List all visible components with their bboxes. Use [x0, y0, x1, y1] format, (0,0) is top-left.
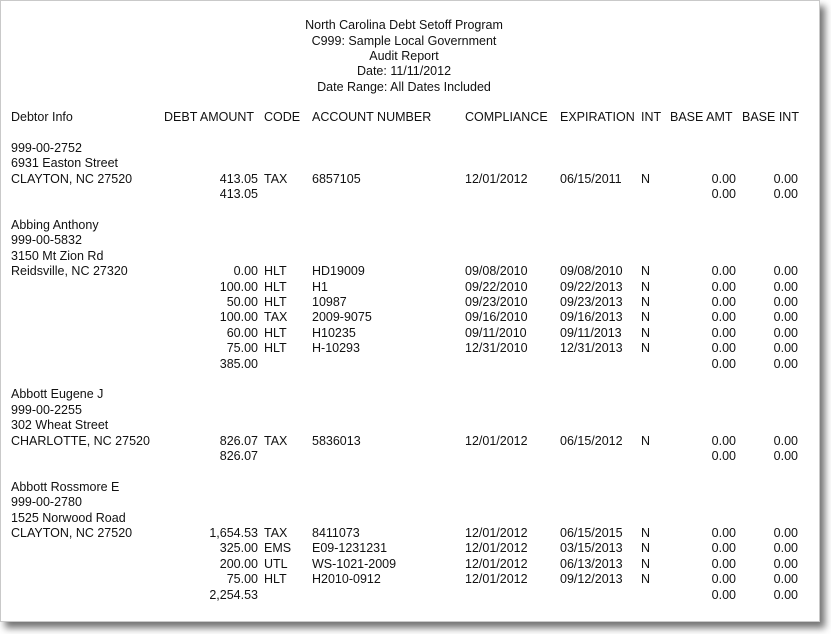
- column-header-int: INT: [641, 110, 662, 124]
- debtor-info-line: CLAYTON, NC 27520: [11, 171, 133, 186]
- debt-code: TAX: [264, 433, 288, 448]
- base-amt: 0.00: [711, 310, 736, 325]
- base-int: 0.00: [773, 572, 798, 587]
- base-int: 0.00: [773, 325, 798, 340]
- compliance-date: 12/01/2012: [465, 572, 528, 587]
- compliance-date: 09/11/2010: [465, 325, 527, 340]
- account-number: 5836013: [312, 433, 361, 448]
- expiration-date: 12/31/2013: [560, 341, 623, 356]
- column-header-account-number: ACCOUNT NUMBER: [312, 110, 432, 124]
- report-date-range: Date Range: All Dates Included: [317, 80, 491, 94]
- int-flag: N: [641, 541, 651, 556]
- debtor-info-line: CHARLOTTE, NC 27520: [11, 433, 150, 448]
- column-header-compliance: COMPLIANCE: [465, 110, 548, 124]
- compliance-date: 09/23/2010: [465, 295, 528, 309]
- int-flag: N: [641, 310, 651, 325]
- debt-code: HLT: [264, 572, 287, 587]
- debt-amount: 200.00: [219, 556, 258, 571]
- expiration-date: 09/23/2013: [560, 295, 623, 309]
- base-amt: 0.00: [711, 433, 736, 448]
- expiration-date: 06/15/2015: [560, 526, 623, 540]
- debtor-info-line: 6931 Easton Street: [11, 156, 119, 171]
- debt-amount: 1,654.53: [209, 526, 258, 540]
- expiration-date: 03/15/2013: [560, 541, 623, 556]
- expiration-date: 09/12/2013: [560, 572, 623, 587]
- debtor-total-base-amt: 0.00: [711, 187, 736, 202]
- int-flag: N: [641, 264, 651, 279]
- base-int: 0.00: [773, 341, 798, 356]
- debt-amount: 413.05: [219, 171, 258, 186]
- debtor-info-line: 999-00-2780: [11, 495, 82, 510]
- account-number: H10235: [312, 325, 356, 340]
- debt-code: HLT: [264, 279, 287, 294]
- base-amt: 0.00: [711, 541, 736, 556]
- debtor-total-amount: 826.07: [219, 449, 258, 463]
- debt-code: HLT: [264, 325, 287, 340]
- debtor-info-line: 999-00-2255: [11, 402, 82, 417]
- debt-code: TAX: [264, 171, 288, 186]
- int-flag: N: [641, 526, 651, 540]
- compliance-date: 09/16/2010: [465, 310, 528, 325]
- debtor-total-base-int: 0.00: [773, 356, 798, 371]
- debtor-total-base-amt: 0.00: [711, 587, 736, 602]
- column-header-expiration: EXPIRATION: [560, 110, 635, 124]
- debt-amount: 826.07: [219, 433, 258, 448]
- account-number: 8411073: [312, 526, 360, 540]
- base-int: 0.00: [773, 433, 798, 448]
- debtor-total-amount: 385.00: [219, 356, 258, 371]
- base-int: 0.00: [773, 295, 798, 309]
- account-number: E09-1231231: [312, 541, 388, 556]
- account-number: 10987: [312, 295, 347, 309]
- base-int: 0.00: [773, 171, 798, 186]
- debt-amount: 100.00: [219, 310, 258, 325]
- int-flag: N: [641, 171, 651, 186]
- expiration-date: 06/13/2013: [560, 556, 623, 571]
- debtor-info-line: 302 Wheat Street: [11, 418, 109, 433]
- expiration-date: 09/11/2013: [560, 325, 622, 340]
- compliance-date: 12/01/2012: [465, 556, 528, 571]
- debt-amount: 100.00: [219, 279, 258, 294]
- compliance-date: 09/22/2010: [465, 279, 528, 294]
- expiration-date: 09/22/2013: [560, 279, 623, 294]
- base-int: 0.00: [773, 541, 798, 556]
- int-flag: N: [641, 433, 651, 448]
- report-government: C999: Sample Local Government: [311, 34, 497, 48]
- debtor-info-line: Reidsville, NC 27320: [11, 264, 128, 279]
- debtor-total-base-int: 0.00: [773, 449, 798, 463]
- debtor-total-base-amt: 0.00: [711, 449, 736, 463]
- column-header-base-amt: BASE AMT: [670, 110, 733, 124]
- debt-amount: 60.00: [226, 325, 258, 340]
- base-amt: 0.00: [711, 572, 736, 587]
- report-name: Audit Report: [369, 49, 439, 63]
- debtor-total-base-int: 0.00: [773, 187, 798, 202]
- compliance-date: 12/01/2012: [465, 433, 528, 448]
- debtor-info-line: Abbott Eugene J: [11, 387, 104, 402]
- base-amt: 0.00: [711, 295, 736, 309]
- debt-amount: 50.00: [226, 295, 258, 309]
- debtor-info-line: 999-00-2752: [11, 141, 82, 155]
- int-flag: N: [641, 556, 651, 571]
- debt-amount: 0.00: [233, 264, 258, 279]
- debtor-info-line: 999-00-5832: [11, 233, 82, 248]
- expiration-date: 06/15/2012: [560, 433, 623, 448]
- int-flag: N: [641, 295, 651, 309]
- expiration-date: 09/08/2010: [560, 264, 623, 279]
- int-flag: N: [641, 279, 651, 294]
- int-flag: N: [641, 325, 651, 340]
- base-amt: 0.00: [711, 325, 736, 340]
- debt-amount: 325.00: [219, 541, 258, 556]
- expiration-date: 09/16/2013: [560, 310, 623, 325]
- column-header-code: CODE: [264, 110, 301, 124]
- debt-amount: 75.00: [226, 341, 258, 356]
- compliance-date: 12/01/2012: [465, 541, 528, 556]
- expiration-date: 06/15/2011: [560, 171, 622, 186]
- report-date: Date: 11/11/2012: [356, 64, 452, 78]
- debtor-total-base-amt: 0.00: [711, 356, 736, 371]
- debtor-info-line: 3150 Mt Zion Rd: [11, 248, 104, 263]
- debtor-total-amount: 2,254.53: [209, 587, 258, 602]
- debt-code: TAX: [264, 526, 288, 540]
- int-flag: N: [641, 572, 651, 587]
- debt-code: HLT: [264, 264, 287, 279]
- account-number: WS-1021-2009: [312, 556, 397, 571]
- base-amt: 0.00: [711, 526, 736, 540]
- base-int: 0.00: [773, 279, 798, 294]
- debtor-info-line: Abbott Rossmore E: [11, 479, 120, 494]
- account-number: HD19009: [312, 264, 365, 279]
- debtor-total-amount: 413.05: [219, 187, 258, 202]
- account-number: 2009-9075: [312, 310, 372, 325]
- debt-code: HLT: [264, 341, 287, 356]
- account-number: 6857105: [312, 171, 361, 186]
- debtor-total-base-int: 0.00: [773, 587, 798, 602]
- debt-code: TAX: [264, 310, 288, 325]
- compliance-date: 12/01/2012: [465, 526, 528, 540]
- column-header-base-int: BASE INT: [742, 110, 799, 124]
- report-program-title: North Carolina Debt Setoff Program: [305, 18, 503, 32]
- debt-code: HLT: [264, 295, 287, 309]
- compliance-date: 12/31/2010: [465, 341, 528, 356]
- base-amt: 0.00: [711, 279, 736, 294]
- base-int: 0.00: [773, 310, 798, 325]
- account-number: H1: [312, 279, 328, 294]
- compliance-date: 09/08/2010: [465, 264, 528, 279]
- base-int: 0.00: [773, 556, 798, 571]
- debtor-info-line: 1525 Norwood Road: [11, 510, 126, 525]
- base-int: 0.00: [773, 264, 798, 279]
- account-number: H2010-0912: [312, 572, 381, 587]
- base-amt: 0.00: [711, 341, 736, 356]
- debt-code: UTL: [264, 556, 288, 571]
- compliance-date: 12/01/2012: [465, 171, 528, 186]
- debtor-info-line: Abbing Anthony: [11, 218, 99, 232]
- debtor-info-line: CLAYTON, NC 27520: [11, 526, 133, 540]
- base-amt: 0.00: [711, 171, 736, 186]
- base-amt: 0.00: [711, 556, 736, 571]
- int-flag: N: [641, 341, 651, 356]
- debt-code: EMS: [264, 541, 292, 556]
- account-number: H-10293: [312, 341, 360, 356]
- base-int: 0.00: [773, 526, 798, 540]
- column-header-debtor-info: Debtor Info: [11, 110, 73, 124]
- base-amt: 0.00: [711, 264, 736, 279]
- column-header-debt-amount: DEBT AMOUNT: [164, 110, 255, 124]
- debt-amount: 75.00: [226, 572, 258, 587]
